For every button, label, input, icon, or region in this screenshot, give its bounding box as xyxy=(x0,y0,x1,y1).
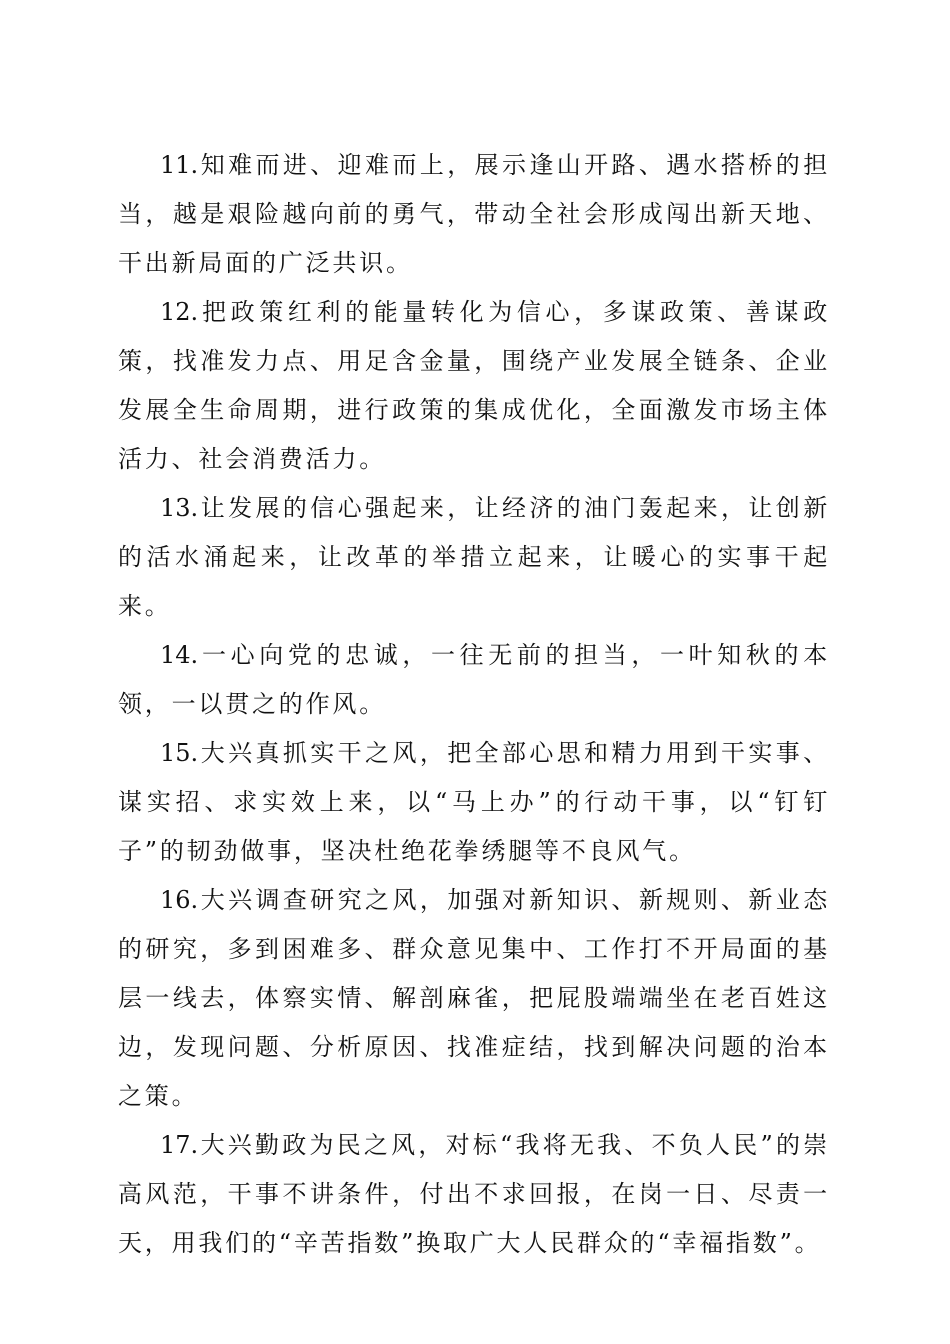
paragraph-number: 16. xyxy=(160,886,199,914)
paragraph-text: 一心向党的忠诚，一往无前的担当，一叶知秋的本领，一以贯之的作风。 xyxy=(118,641,830,718)
document-body xyxy=(118,141,830,1268)
paragraph-text: 把政策红利的能量转化为信心，多谋政策、善谋政策，找准发力点、用足含金量，围绕产业发展全链条、企业发展全生命周期，进行政策的集成优化，全面激发市场主体活力、社会消费活力。 xyxy=(118,298,830,473)
paragraph-12 xyxy=(118,288,830,484)
paragraph-text: 大兴调查研究之风，加强对新知识、新规则、新业态的研究，多到困难多、群众意见集中、工作打不开局面的基层一线去，体察实情、解剖麻雀，把屁股端端坐在老百姓这边，发现问题、分析原因、找准症结，找到解决问题的治本之策。 xyxy=(118,886,830,1110)
paragraph-13 xyxy=(118,484,830,631)
paragraph-number: 11. xyxy=(160,151,199,179)
paragraph-number: 17. xyxy=(160,1131,199,1159)
paragraph-17 xyxy=(118,1121,830,1268)
paragraph-text: 知难而进、迎难而上，展示逢山开路、遇水搭桥的担当，越是艰险越向前的勇气，带动全社会形成闯出新天地、干出新局面的广泛共识。 xyxy=(118,151,830,277)
paragraph-14 xyxy=(118,631,830,729)
paragraph-text: 大兴勤政为民之风，对标“我将无我、不负人民”的崇高风范，干事不讲条件，付出不求回报，在岗一日、尽责一天，用我们的“辛苦指数”换取广大人民群众的“幸福指数”。 xyxy=(118,1131,830,1257)
paragraph-number: 13. xyxy=(160,494,199,522)
paragraph-15 xyxy=(118,729,830,876)
paragraph-number: 15. xyxy=(160,739,199,767)
paragraph-text: 让发展的信心强起来，让经济的油门轰起来，让创新的活水涌起来，让改革的举措立起来，让暖心的实事干起来。 xyxy=(118,494,830,620)
paragraph-16 xyxy=(118,876,830,1121)
paragraph-text: 大兴真抓实干之风，把全部心思和精力用到干实事、谋实招、求实效上来，以“马上办”的行动干事，以“钉钉子”的韧劲做事，坚决杜绝花拳绣腿等不良风气。 xyxy=(118,739,830,865)
paragraph-number: 14. xyxy=(160,641,199,669)
paragraph-number: 12. xyxy=(160,298,199,326)
paragraph-11 xyxy=(118,141,830,288)
